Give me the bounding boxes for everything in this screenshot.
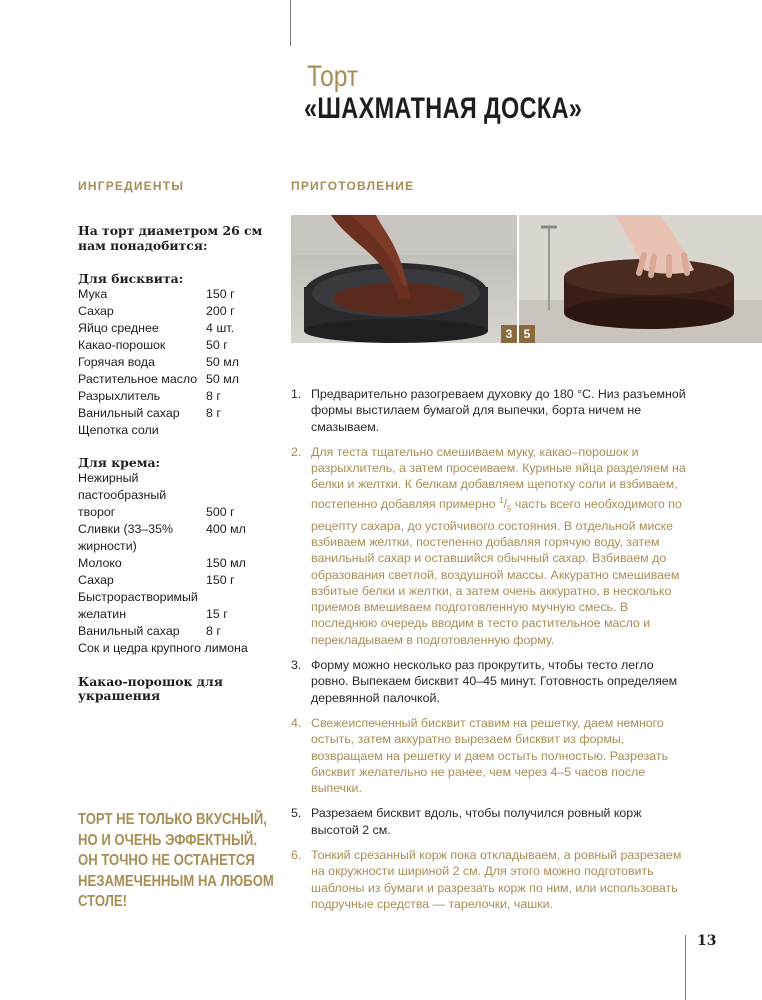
ingredient-row: [78, 320, 268, 337]
ingredients-list: [78, 223, 268, 703]
ingredient-row: [78, 623, 268, 640]
ingredient-qty: 8 г: [206, 406, 221, 420]
step-text-continued: часть всего необходимого по рецепту сахара, до устойчивого состояния. В отдельной миске взбиваем желтки, постепенно добавляя горячую воду, затем ванильный сахар и оставшийся обычный сахар. Взбиваем до образования светлой, воздушной массы. Аккуратно смешиваем взбитые белки и желтки, а затем очень аккуратно, в несколько приемов вмешиваем подготовленную мучную смесь. В последнюю очередь вводим в тесто растительное масло и перекладываем в подготовленную форму.: [311, 496, 682, 647]
ingredient-qty: 15 г: [206, 607, 228, 621]
photo-step-badge: 3: [501, 325, 517, 343]
fraction-numerator: 1: [499, 495, 504, 505]
page-number: 13: [697, 933, 717, 949]
recipe-title-line2: «ШАХМАТНАЯ ДОСКА»: [304, 92, 583, 125]
decoration-note: Какао-порошок для украшения: [78, 674, 223, 703]
photo-cut-sponge: [519, 215, 762, 343]
step-number: 5.: [291, 806, 302, 821]
step-text: Для теста тщательно смешиваем муку, какао–порошок и разрыхлитель, а затем просеиваем. Куриные яйца разделяем на белки и желтки. К белкам добавляем щепотку соли и взбиваем, постепенно добавляя примерно: [311, 444, 686, 511]
ingredient-row: [78, 555, 268, 572]
ingredient-row: Щепотка соли: [78, 423, 159, 437]
step-item: [291, 847, 691, 912]
ingredient-name: Быстрорастворимый желатин: [78, 590, 198, 621]
ingredient-qty: 200 г: [206, 304, 235, 318]
ingredient-row: [78, 286, 268, 303]
pull-quote: ТОРТ НЕ ТОЛЬКО ВКУСНЫЙ, НО И ОЧЕНЬ ЭФФЕКТНЫЙ. ОН ТОЧНО НЕ ОСТАНЕТСЯ НЕЗАМЕЧЕННЫМ НА ЛЮБОМ СТОЛЕ!: [78, 811, 274, 910]
photo-step-badge: 5: [519, 325, 535, 343]
ingredient-qty: 50 мл: [206, 372, 239, 386]
preparation-steps: [291, 386, 691, 921]
ingredient-qty: 8 г: [206, 389, 221, 403]
photo-pouring-batter: [291, 215, 517, 343]
ingredient-qty: 150 мл: [206, 556, 246, 570]
ingredient-qty: 8 г: [206, 624, 221, 638]
ingredient-row: [78, 337, 268, 354]
ingredient-row: [78, 470, 268, 521]
ingredient-name: Нежирный пастообразный творог: [78, 471, 167, 519]
step-number: 2.: [291, 444, 302, 459]
step-number: 1.: [291, 387, 302, 401]
ingredient-qty: 500 г: [206, 505, 235, 519]
ingredient-row: [78, 405, 268, 422]
ingredients-intro: На торт диаметром 26 см нам понадобится:: [78, 223, 263, 253]
ingredient-name: Разрыхлитель: [78, 389, 161, 403]
page-number-divider: [685, 935, 686, 1000]
step-item: [291, 386, 691, 435]
ingredient-name: Ванильный сахар: [78, 624, 180, 638]
ingredient-name: Ванильный сахар: [78, 406, 180, 420]
ingredient-row: [78, 572, 268, 589]
step-text: Свежеиспеченный бисквит ставим на решетку, даем немного остыть, затем аккуратно вырезаем бисквит из формы, возвращаем на решетку и даем остыть полностью. Разрезать бисквит желательно не ранее, чем через 4–5 часов после выпечки.: [311, 715, 669, 796]
step-number: 6.: [291, 848, 302, 863]
ingredient-name: Горячая вода: [78, 355, 155, 369]
step-text: Разрезаем бисквит вдоль, чтобы получился ровный корж высотой 2 см.: [311, 806, 642, 837]
ingredient-row: [78, 371, 268, 388]
recipe-title-line1: Торт: [307, 60, 359, 93]
ingredient-qty: 50 г: [206, 338, 228, 352]
step-text: Форму можно несколько раз прокрутить, чтобы тесто легло ровно. Выпекаем бисквит 40–45 минут. Готовность определяем деревянной палочкой.: [311, 658, 678, 705]
ingredient-row: [78, 303, 268, 320]
step-text: Предварительно разогреваем духовку до 180 °С. Низ разъемной формы выстилаем бумагой для выпечки, борта ничем не смазываем.: [311, 387, 686, 434]
ingredient-qty: 400 мл: [206, 522, 246, 536]
ingredient-name: Сахар: [78, 573, 114, 587]
fraction-denominator: 5: [506, 504, 512, 514]
step-number: 4.: [291, 715, 302, 730]
top-divider-line: [290, 0, 291, 46]
step-item: [291, 715, 691, 796]
ingredient-qty: 4 шт.: [206, 321, 235, 335]
ingredient-row: [78, 388, 268, 405]
ingredient-name: Сливки (33–35% жирности): [78, 522, 174, 553]
ingredient-row: [78, 589, 268, 623]
step-item: [291, 657, 691, 706]
ingredient-qty: 50 мл: [206, 355, 239, 369]
ingredient-qty: 150 г: [206, 573, 235, 587]
ingredient-qty: 150 г: [206, 287, 235, 301]
cream-group-title: Для крема:: [78, 455, 161, 470]
ingredient-row: Сок и цедра крупного лимона: [78, 641, 248, 655]
step-number: 3.: [291, 658, 302, 673]
ingredient-name: Молоко: [78, 556, 122, 570]
step-item: 2. Для теста тщательно смешиваем муку, какао–порошок и разрыхлитель, а затем просеиваем. Куриные яйца разделяем на белки и желтки. К белкам добавляем щепотку соли и взбиваем, постепенно добавляя примерно $^1/_5$ часть всего необходимого по рецепту сахара, до устойчивого состояния. В отдельной миске взбиваем желтки, постепенно добавляя горячую воду, затем ванильный сахар и оставшийся обычный сахар. Взбиваем до образования светлой, воздушной массы. Аккуратно смешиваем взбитые белки и желтки, а затем очень аккуратно, в несколько приемов вмешиваем подготовленную мучную смесь. В последнюю очередь вводим в тесто растительное масло и перекладываем в подготовленную форму.: [291, 444, 686, 647]
ingredient-name: Какао-порошок: [78, 338, 166, 352]
ingredient-name: Сахар: [78, 304, 114, 318]
ingredient-name: Мука: [78, 287, 108, 301]
photo-pouring-batter-image: [291, 215, 517, 343]
step-item: [291, 805, 691, 838]
step-text: Тонкий срезанный корж пока откладываем, а ровный разрезаем на окружности шириной 2 см. Для этого можно подготовить шаблоны из бумаги и разрезать корж по ним, или использовать подручные средства — тарелочки, чашки.: [311, 848, 682, 911]
ingredient-row: [78, 354, 268, 371]
ingredients-heading: ИНГРЕДИЕНТЫ: [78, 179, 185, 193]
photo-cut-sponge-image: [519, 215, 762, 343]
sponge-group-title: Для бисквита:: [78, 271, 184, 286]
ingredient-name: Растительное масло: [78, 372, 198, 386]
preparation-heading: ПРИГОТОВЛЕНИЕ: [291, 179, 415, 193]
ingredient-name: Яйцо среднее: [78, 321, 159, 335]
ingredient-row: [78, 521, 268, 555]
